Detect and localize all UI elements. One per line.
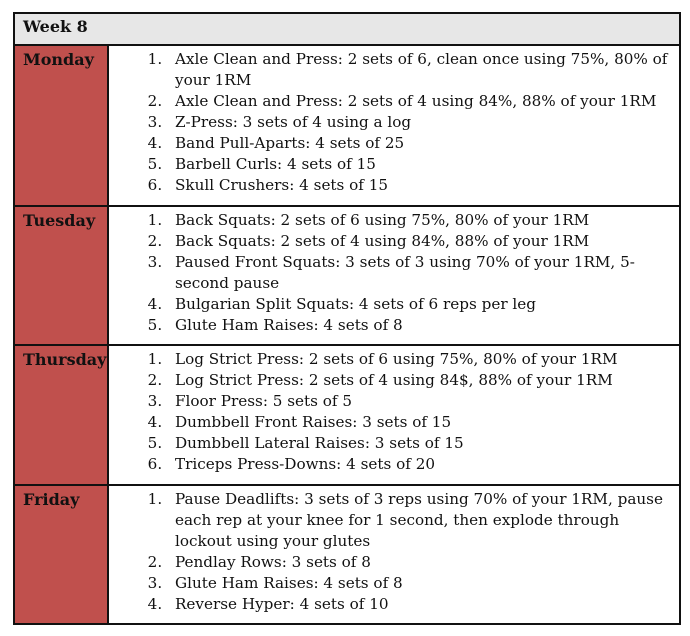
- day-name: Thursday: [23, 350, 107, 370]
- day-cell: [14, 45, 108, 206]
- week-header-cell: [14, 13, 680, 45]
- exercise-item: 2. Axle Clean and Press: 2 sets of 4 using 84%, 88% of your 1RM: [167, 91, 669, 112]
- exercise-item: 1. Pause Deadlifts: 3 sets of 3 reps using 70% of your 1RM, pause each rep at your knee for 1 second, then explode through lockout using your glutes: [167, 489, 669, 552]
- exercise-item: 4. Dumbbell Front Raises: 3 sets of 15: [167, 412, 669, 433]
- day-row: [14, 485, 680, 624]
- exercise-item: 2. Log Strict Press: 2 sets of 4 using 84$, 88% of your 1RM: [167, 370, 669, 391]
- exercise-item: 1. Axle Clean and Press: 2 sets of 6, clean once using 75%, 80% of your 1RM: [167, 49, 669, 91]
- exercise-list: [109, 346, 679, 477]
- exercise-item: 3. Z-Press: 3 sets of 4 using a log: [167, 112, 669, 133]
- day-row: [14, 45, 680, 206]
- day-name: Tuesday: [23, 211, 96, 231]
- exercise-item: 2. Back Squats: 2 sets of 4 using 84%, 88% of your 1RM: [167, 231, 669, 252]
- exercise-item: 4. Bulgarian Split Squats: 4 sets of 6 reps per leg: [167, 294, 669, 315]
- exercise-item: 5. Glute Ham Raises: 4 sets of 8: [167, 315, 669, 336]
- exercise-item: 1. Back Squats: 2 sets of 6 using 75%, 80% of your 1RM: [167, 210, 669, 231]
- day-name: Monday: [23, 50, 94, 69]
- day-cell: [14, 206, 108, 345]
- exercise-item: 3. Paused Front Squats: 3 sets of 3 using 70% of your 1RM, 5-second pause: [167, 252, 669, 294]
- day-cell: [14, 345, 108, 484]
- day-row: [14, 206, 680, 345]
- exercise-item: 3. Glute Ham Raises: 4 sets of 8: [167, 573, 669, 594]
- exercise-cell: [108, 45, 680, 206]
- exercise-cell: [108, 345, 680, 484]
- week-title: Week 8: [23, 17, 88, 36]
- day-cell: [14, 485, 108, 624]
- day-name: Friday: [23, 489, 80, 509]
- exercise-item: 4. Band Pull-Aparts: 4 sets of 25: [167, 133, 669, 154]
- exercise-item: 6. Skull Crushers: 4 sets of 15: [167, 175, 669, 196]
- day-row: [14, 345, 680, 484]
- exercise-cell: [108, 485, 680, 624]
- exercise-list: [109, 486, 679, 617]
- exercise-item: 5. Dumbbell Lateral Raises: 3 sets of 15: [167, 433, 669, 454]
- exercise-item: 1. Log Strict Press: 2 sets of 6 using 75%, 80% of your 1RM: [167, 349, 669, 370]
- header-row: [14, 13, 680, 45]
- exercise-item: 2. Pendlay Rows: 3 sets of 8: [167, 552, 669, 573]
- exercise-item: 4. Reverse Hyper: 4 sets of 10: [167, 594, 669, 615]
- exercise-cell: [108, 206, 680, 345]
- workout-table: [13, 12, 681, 625]
- exercise-item: 3. Floor Press: 5 sets of 5: [167, 391, 669, 412]
- exercise-item: 5. Barbell Curls: 4 sets of 15: [167, 154, 669, 175]
- exercise-list: [109, 207, 679, 338]
- exercise-item: 6. Triceps Press-Downs: 4 sets of 20: [167, 454, 669, 475]
- exercise-list: [109, 46, 679, 198]
